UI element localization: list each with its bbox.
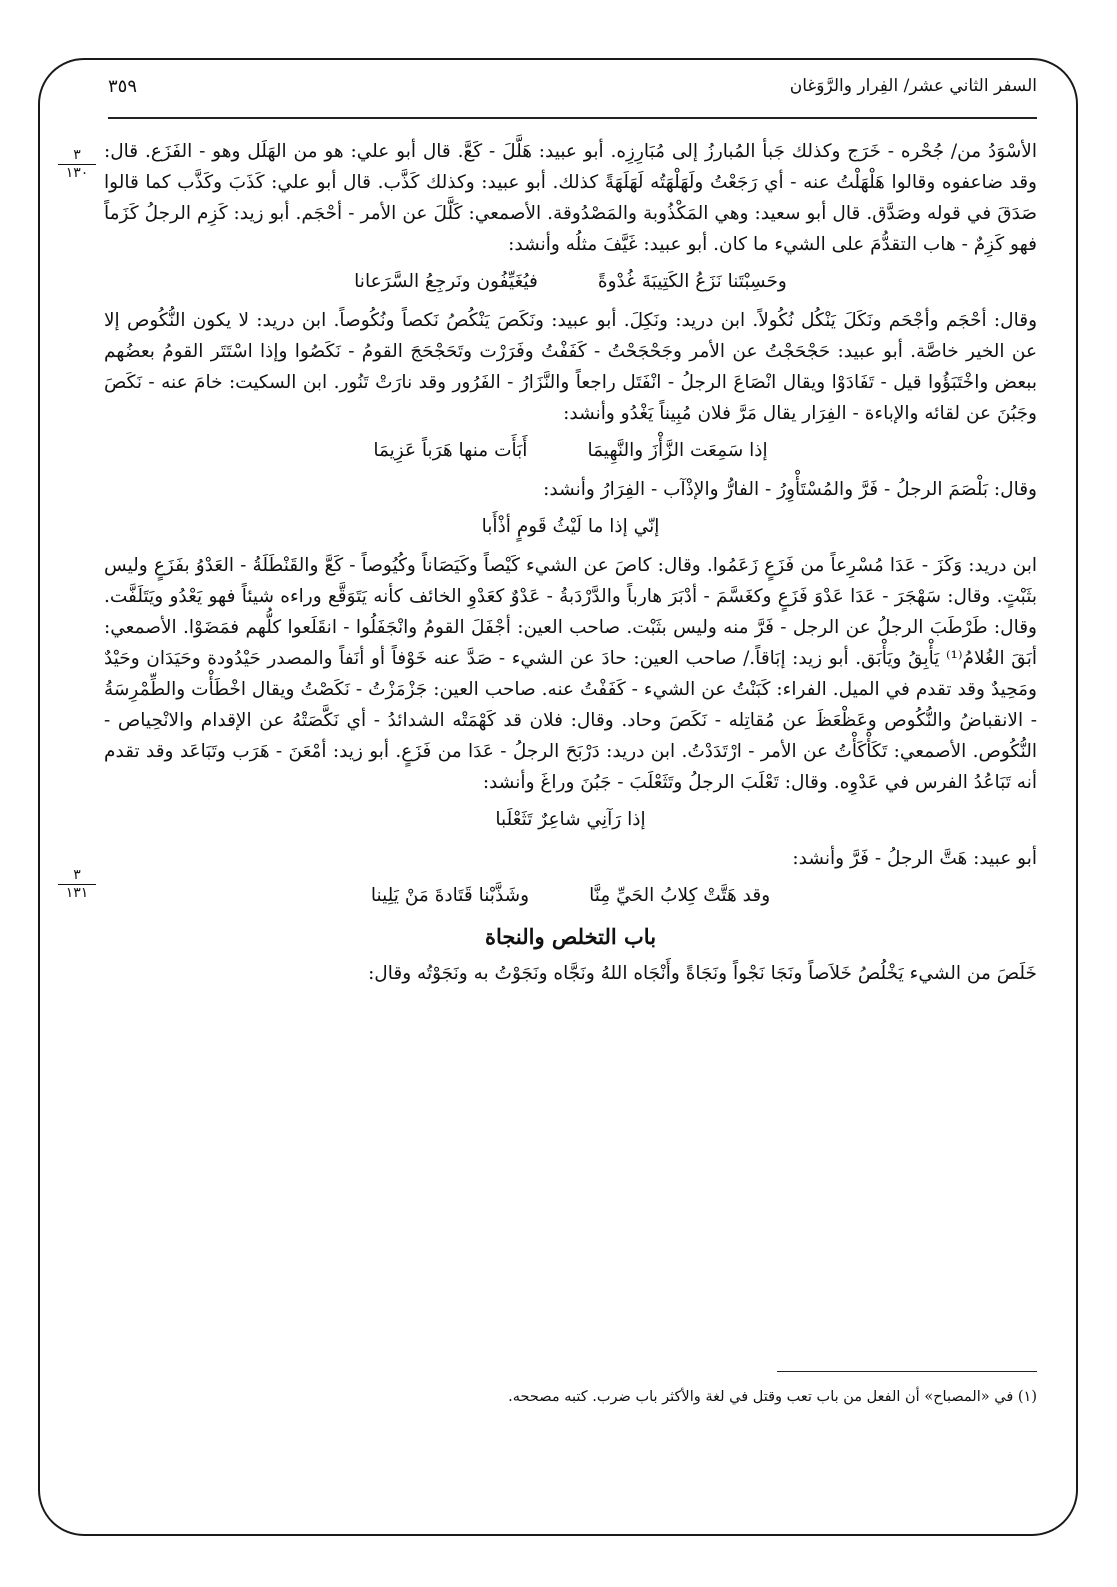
paragraph: الأسْوَدُ من/ جُحْره - خَرَج وكذلك جَبأ المُبارزُ إلى مُبَارِزِه. أبو عبيد: هَلَّلَ - كَعَّ. قال أبو علي: هو من الهَلَل وهو - الفَزَع. قال: وقد ضاعفوه وقالوا هَلْهَلْتُ عنه - أي رَجَعْتُ ولَهَلْهَتُه لَهَلَهَةً كذلك. أبو عبيد: وكذلك كَذَّب. قال أبو علي: كَذَبَ وكَذَّب كما قالوا صَدَقَ في قوله وصَدَّق. قال أبو سعيد: وهي المَكْذُوبة والمَصْدُوقة. الأصمعي: كَلَّلَ عن الأمر - أحْجَم. أبو زيد: كَزِم الرجلُ كَزَماً فهو كَزِمٌ - هاب التقدُّمَ على الشيء ما كان. أبو عبيد: غَيَّفَ مثلُه وأنشد: [104, 141, 1037, 255]
verse [104, 880, 1037, 911]
verse [104, 804, 1037, 835]
footnote: (١) في «المصباح» أن الفعل من باب تعب وقتل في لغة والأكثر باب ضرب. كتبه مصححه. [508, 1389, 1037, 1405]
header-rule [108, 117, 1037, 119]
verse-hemistich: وشَذَّبْنا قَتَادةَ مَنْ يَلِينا [370, 885, 530, 906]
main-text [104, 136, 1037, 993]
running-title: السفر الثاني عشر/ الفِرار والرَّوَغان [789, 76, 1037, 96]
verse [104, 435, 1037, 466]
verse-hemistich: وحَسِبْتَنا نَزَعُ الكَتِيبَةَ غُدْوةً [597, 271, 787, 292]
footnote-rule [777, 1371, 1037, 1372]
page-header [108, 72, 1037, 108]
page-number: ٣٥٩ [108, 76, 138, 97]
paragraph: وقال: بَلْصَمَ الرجلُ - فَرَّ والمُسْتَأْوِرُ - الفارُّ والإذْآب - الفِرَارُ وأنشد: [543, 479, 1037, 500]
verse [104, 511, 1037, 542]
verse-line: إنّي إذا ما لَيْثُ قَومٍ أذْأَبا [481, 516, 660, 537]
verse [104, 266, 1037, 297]
section-heading: باب التخلص والنجاة [484, 924, 657, 949]
verse-line: إذا رَآنِي شاعِرٌ تَثَعْلَبا [495, 809, 646, 830]
margin-reference-2: ٣ ١٣١ [58, 868, 96, 901]
paragraph: أبو عبيد: هَتَّ الرجلُ - فَرَّ وأنشد: [792, 848, 1037, 869]
verse-hemistich: وقد هَتَّتْ كِلابُ الحَيِّ مِنَّا [589, 885, 771, 906]
paragraph: ابن دريد: وَكَزَ - عَدَا مُسْرِعاً من فَزَعٍ زَعَمُوا. وقال: كاصَ عن الشيء كَيْصاً وكَيَصَاناً وكُيُوصاً - كَعَّ والقَنْطَلَةُ - العَدْوُ بفَزَعٍ وليس بثَبْتٍ. وقال: سَهْجَرَ - عَدَا عَدْوَ فَزَعٍ وكغَسَّمَ - أدْبَرَ هارباً والدَّرْدَبةُ - عَدْوٌ كعَدْوِ الخائف كأنه يَتَوَقَّع وراءه شيئاً فهو يَعْدُو ويَتَلَفَّت. وقال: طَرْطَبَ الرجلُ عن الرجل - فَرَّ منه وليس بثَبْت. صاحب العين: أجْفَلَ القومُ وانْجَفَلُوا - انقَلَعوا كلُّهم فمَضَوْا. الأصمعي: أبَقَ الغُلامُ⁽¹⁾ يَأْبِقُ ويَأْبَق. أبو زيد: إبَاقاً./ صاحب العين: حادَ عن الشيء - صَدَّ عنه خَوْفاً أو أنَفاً والمصدر حَيْدُودة وحَيَدَان وحَيْدٌ ومَحِيدٌ وقد تقدم في الميل. الفراء: كَبَنْتُ عن الشيء - كَفَفْتُ عنه. صاحب العين: جَزْمَزْتُ - نَكَصْتُ ويقال اخْطَأْت والطِّمْرِسَةُ - الانقباضُ والنُّكُوص وعَظْعَظَ عن مُقاتِله - نَكَصَ وحاد. وقال: فلان قد كَهْمَتْه الشدائدُ - أي نَكَّصَتْهُ عن الإقدام والانْحِياص - النُّكُوص. الأصمعي: تَكَأْكَأْتُ عن الأمر - ارْتَدَدْتُ. ابن دريد: دَرْبَحَ الرجلُ - عَدَا من فَزَعٍ. أبو زيد: أمْعَنَ - هَرَب وتَبَاعَد وقد تقدم أنه تَبَاعُدُ الفرس في عَدْوِه. وقال: تَعْلَبَ الرجلُ وتَثَعْلَبَ - جَبُنَ وراغَ وأنشد: [104, 555, 1038, 793]
verse-hemistich: إذا سَمِعَت الزَّأْزَ والنَّهِيمَا [587, 440, 768, 461]
verse-hemistich: فيُغَيِّفُون ونَرجِعُ السَّرَعانا [354, 271, 538, 292]
verse-hemistich: أَبَأَت منها هَرَباً عَزِيمَا [373, 440, 528, 461]
margin-reference-1: ٣ ١٣٠ [58, 148, 96, 181]
paragraph: وقال: أحْجَم وأجْحَم ونَكَلَ يَنْكُل نُكُولاً. ابن دريد: ونَكِلَ. أبو عبيد: ونَكَصَ يَنْكُصُ نَكصاً ونُكُوصاً. ابن دريد: لا يكون النُّكُوص إلا عن الخير خاصَّة. أبو عبيد: حَجْحَجْتُ عن الأمر وجَحْجَحْتُ - كَفَفْتُ وفَرَرْت وتَحَجْحَجَ القومُ - نَكَصُوا وإذا اسْتَتَر القومُ بعضُهم ببعض واخْتَبَؤُوا قيل - تَفَادَوْا ويقال انْصَاعَ الرجلُ - انْفَتَل راجعاً والنَّزَارُ - الفَرُور وقد نارَتْ تَنُور. ابن السكيت: خامَ عنه - نَكَصَ وجَبُنَ عن لقائه والإباءة - الفِرَار يقال مَرَّ فلان مُبِيناً يَغْدُو وأنشد: [104, 310, 1037, 424]
paragraph: خَلَصَ من الشيء يَخْلُصُ خَلاَصاً ونَجَا نَجْواً ونَجَاةً وأَنْجَاه اللهُ ونَجَّاه ونَجَوْتُ به ونَجَوْتُه وقال: [368, 963, 1037, 984]
